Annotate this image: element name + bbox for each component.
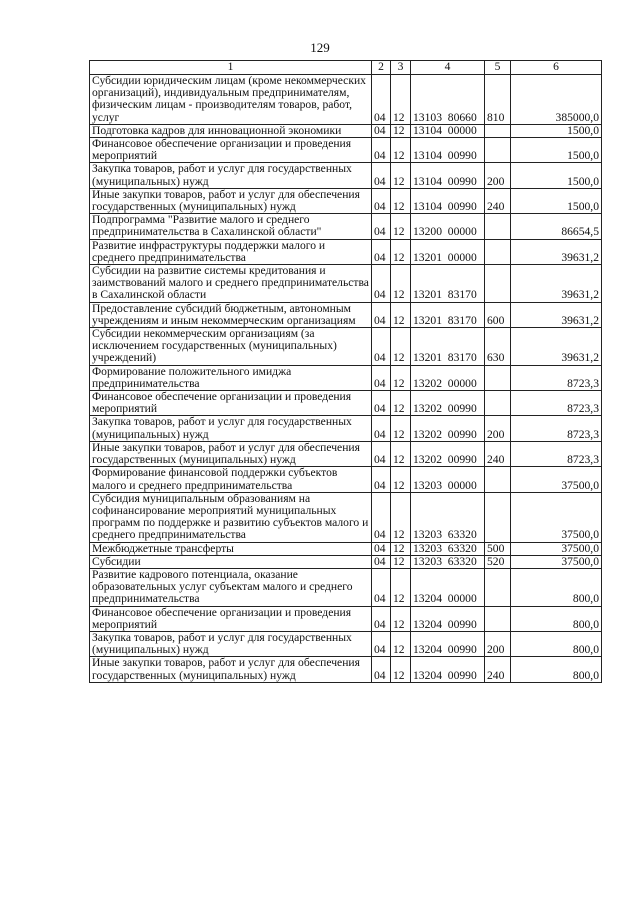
- cell-section: 04: [372, 416, 391, 441]
- cell-amount: 8723,3: [511, 441, 602, 466]
- table-row: [90, 365, 602, 390]
- cell-target-code: 13202 00990: [411, 416, 485, 441]
- cell-subsection: 12: [391, 188, 411, 213]
- cell-expense-type: [485, 239, 511, 264]
- cell-amount: 1500,0: [511, 138, 602, 163]
- cell-amount: 37500,0: [511, 492, 602, 542]
- cell-subsection: 12: [391, 365, 411, 390]
- cell-name: Формирование положительного имиджа предпринимательства: [90, 365, 372, 390]
- cell-section: 04: [372, 657, 391, 682]
- cell-name: Субсидии юридическим лицам (кроме некоммерческих организаций), индивидуальным предпринимателям, физическим лицам - производителям товаров, работ, услуг: [90, 75, 372, 125]
- table-row: [90, 657, 602, 682]
- cell-target-code: 13202 00990: [411, 441, 485, 466]
- cell-subsection: 12: [391, 542, 411, 555]
- table-row: [90, 265, 602, 303]
- cell-expense-type: 520: [485, 555, 511, 568]
- cell-name: Развитие инфраструктуры поддержки малого и среднего предпринимательства: [90, 239, 372, 264]
- cell-target-code: 13204 00000: [411, 568, 485, 606]
- table-row: [90, 138, 602, 163]
- cell-amount: 37500,0: [511, 542, 602, 555]
- cell-subsection: 12: [391, 441, 411, 466]
- cell-amount: 39631,2: [511, 265, 602, 303]
- cell-amount: 800,0: [511, 568, 602, 606]
- cell-section: 04: [372, 606, 391, 631]
- cell-expense-type: 240: [485, 657, 511, 682]
- cell-target-code: 13204 00990: [411, 631, 485, 656]
- cell-name: Субсидия муниципальным образованиям на софинансирование мероприятий муниципальных программ по поддержке и развитию субъектов малого и среднего предпринимательства: [90, 492, 372, 542]
- table-row: [90, 163, 602, 188]
- cell-amount: 86654,5: [511, 214, 602, 239]
- cell-section: 04: [372, 555, 391, 568]
- cell-name: Подготовка кадров для инновационной экономики: [90, 124, 372, 137]
- cell-section: 04: [372, 631, 391, 656]
- cell-name: Подпрограмма "Развитие малого и среднего предпринимательства в Сахалинской области": [90, 214, 372, 239]
- cell-subsection: 12: [391, 124, 411, 137]
- cell-subsection: 12: [391, 631, 411, 656]
- cell-target-code: 13200 00000: [411, 214, 485, 239]
- cell-expense-type: 240: [485, 441, 511, 466]
- cell-section: 04: [372, 467, 391, 492]
- cell-expense-type: 810: [485, 75, 511, 125]
- table-row: [90, 606, 602, 631]
- cell-expense-type: [485, 606, 511, 631]
- cell-target-code: 13203 63320: [411, 542, 485, 555]
- cell-subsection: 12: [391, 467, 411, 492]
- cell-expense-type: [485, 568, 511, 606]
- cell-amount: 39631,2: [511, 239, 602, 264]
- cell-section: 04: [372, 188, 391, 213]
- header-col-1: 1: [90, 61, 372, 75]
- header-row: [90, 61, 602, 75]
- table-row: [90, 214, 602, 239]
- cell-target-code: 13202 00000: [411, 365, 485, 390]
- cell-target-code: 13103 80660: [411, 75, 485, 125]
- cell-section: 04: [372, 214, 391, 239]
- cell-target-code: 13104 00000: [411, 124, 485, 137]
- cell-section: 04: [372, 124, 391, 137]
- cell-expense-type: 630: [485, 328, 511, 366]
- cell-subsection: 12: [391, 302, 411, 327]
- cell-section: 04: [372, 302, 391, 327]
- cell-target-code: 13204 00990: [411, 606, 485, 631]
- cell-target-code: 13201 83170: [411, 265, 485, 303]
- header-col-3: 3: [391, 61, 411, 75]
- cell-expense-type: 500: [485, 542, 511, 555]
- cell-target-code: 13204 00990: [411, 657, 485, 682]
- cell-expense-type: [485, 365, 511, 390]
- cell-expense-type: [485, 492, 511, 542]
- table-body: [90, 75, 602, 683]
- table-row: [90, 467, 602, 492]
- table-row: [90, 555, 602, 568]
- cell-name: Закупка товаров, работ и услуг для государственных (муниципальных) нужд: [90, 163, 372, 188]
- cell-subsection: 12: [391, 239, 411, 264]
- cell-expense-type: 200: [485, 631, 511, 656]
- cell-amount: 8723,3: [511, 391, 602, 416]
- table-row: [90, 75, 602, 125]
- cell-section: 04: [372, 265, 391, 303]
- cell-target-code: 13203 63320: [411, 492, 485, 542]
- cell-subsection: 12: [391, 416, 411, 441]
- cell-subsection: 12: [391, 265, 411, 303]
- cell-expense-type: 200: [485, 416, 511, 441]
- page-number: 129: [310, 40, 330, 55]
- cell-target-code: 13201 83170: [411, 302, 485, 327]
- cell-expense-type: [485, 124, 511, 137]
- cell-subsection: 12: [391, 75, 411, 125]
- cell-amount: 37500,0: [511, 555, 602, 568]
- cell-subsection: 12: [391, 138, 411, 163]
- cell-name: Закупка товаров, работ и услуг для государственных (муниципальных) нужд: [90, 631, 372, 656]
- cell-amount: 800,0: [511, 631, 602, 656]
- cell-target-code: 13104 00990: [411, 188, 485, 213]
- table-row: [90, 328, 602, 366]
- cell-expense-type: [485, 214, 511, 239]
- cell-expense-type: 240: [485, 188, 511, 213]
- table-row: [90, 441, 602, 466]
- cell-section: 04: [372, 138, 391, 163]
- cell-target-code: 13201 83170: [411, 328, 485, 366]
- cell-amount: 1500,0: [511, 124, 602, 137]
- cell-name: Финансовое обеспечение организации и проведения мероприятий: [90, 391, 372, 416]
- cell-name: Финансовое обеспечение организации и проведения мероприятий: [90, 138, 372, 163]
- cell-subsection: 12: [391, 492, 411, 542]
- cell-section: 04: [372, 568, 391, 606]
- cell-name: Субсидии некоммерческим организациям (за исключением государственных (муниципальных) учреждений): [90, 328, 372, 366]
- cell-amount: 385000,0: [511, 75, 602, 125]
- cell-subsection: 12: [391, 657, 411, 682]
- cell-section: 04: [372, 163, 391, 188]
- cell-section: 04: [372, 492, 391, 542]
- table-row: [90, 631, 602, 656]
- table-row: [90, 568, 602, 606]
- cell-target-code: 13104 00990: [411, 163, 485, 188]
- cell-subsection: 12: [391, 606, 411, 631]
- cell-expense-type: 600: [485, 302, 511, 327]
- cell-amount: 1500,0: [511, 163, 602, 188]
- header-col-2: 2: [372, 61, 391, 75]
- cell-amount: 8723,3: [511, 416, 602, 441]
- cell-section: 04: [372, 75, 391, 125]
- cell-target-code: 13203 00000: [411, 467, 485, 492]
- budget-table: [89, 60, 602, 683]
- cell-amount: 39631,2: [511, 302, 602, 327]
- table-row: [90, 124, 602, 137]
- cell-expense-type: [485, 138, 511, 163]
- cell-amount: 39631,2: [511, 328, 602, 366]
- cell-subsection: 12: [391, 214, 411, 239]
- cell-name: Развитие кадрового потенциала, оказание образовательных услуг субъектам малого и среднего предпринимательства: [90, 568, 372, 606]
- cell-target-code: 13201 00000: [411, 239, 485, 264]
- cell-section: 04: [372, 239, 391, 264]
- cell-name: Субсидии на развитие системы кредитования и заимствований малого и среднего предпринимательства в Сахалинской области: [90, 265, 372, 303]
- header-col-6: 6: [511, 61, 602, 75]
- cell-name: Иные закупки товаров, работ и услуг для обеспечения государственных (муниципальных) нужд: [90, 441, 372, 466]
- cell-name: Иные закупки товаров, работ и услуг для обеспечения государственных (муниципальных) нужд: [90, 188, 372, 213]
- cell-name: Закупка товаров, работ и услуг для государственных (муниципальных) нужд: [90, 416, 372, 441]
- cell-amount: 37500,0: [511, 467, 602, 492]
- cell-section: 04: [372, 441, 391, 466]
- cell-subsection: 12: [391, 328, 411, 366]
- cell-name: Финансовое обеспечение организации и проведения мероприятий: [90, 606, 372, 631]
- cell-target-code: 13203 63320: [411, 555, 485, 568]
- cell-expense-type: 200: [485, 163, 511, 188]
- cell-name: Субсидии: [90, 555, 372, 568]
- table-row: [90, 391, 602, 416]
- table-row: [90, 416, 602, 441]
- cell-expense-type: [485, 265, 511, 303]
- cell-section: 04: [372, 365, 391, 390]
- cell-amount: 8723,3: [511, 365, 602, 390]
- cell-subsection: 12: [391, 555, 411, 568]
- table-row: [90, 239, 602, 264]
- cell-target-code: 13202 00990: [411, 391, 485, 416]
- table-row: [90, 492, 602, 542]
- cell-amount: 800,0: [511, 606, 602, 631]
- cell-name: Межбюджетные трансферты: [90, 542, 372, 555]
- cell-name: Иные закупки товаров, работ и услуг для обеспечения государственных (муниципальных) нужд: [90, 657, 372, 682]
- table-row: [90, 302, 602, 327]
- cell-section: 04: [372, 542, 391, 555]
- cell-subsection: 12: [391, 163, 411, 188]
- cell-section: 04: [372, 391, 391, 416]
- cell-name: Предоставление субсидий бюджетным, автономным учреждениям и иным некоммерческим организациям: [90, 302, 372, 327]
- cell-amount: 800,0: [511, 657, 602, 682]
- header-col-4: 4: [411, 61, 485, 75]
- cell-subsection: 12: [391, 391, 411, 416]
- cell-subsection: 12: [391, 568, 411, 606]
- header-col-5: 5: [485, 61, 511, 75]
- table-row: [90, 188, 602, 213]
- cell-expense-type: [485, 467, 511, 492]
- cell-expense-type: [485, 391, 511, 416]
- table-row: [90, 542, 602, 555]
- cell-amount: 1500,0: [511, 188, 602, 213]
- cell-name: Формирование финансовой поддержки субъектов малого и среднего предпринимательства: [90, 467, 372, 492]
- cell-target-code: 13104 00990: [411, 138, 485, 163]
- cell-section: 04: [372, 328, 391, 366]
